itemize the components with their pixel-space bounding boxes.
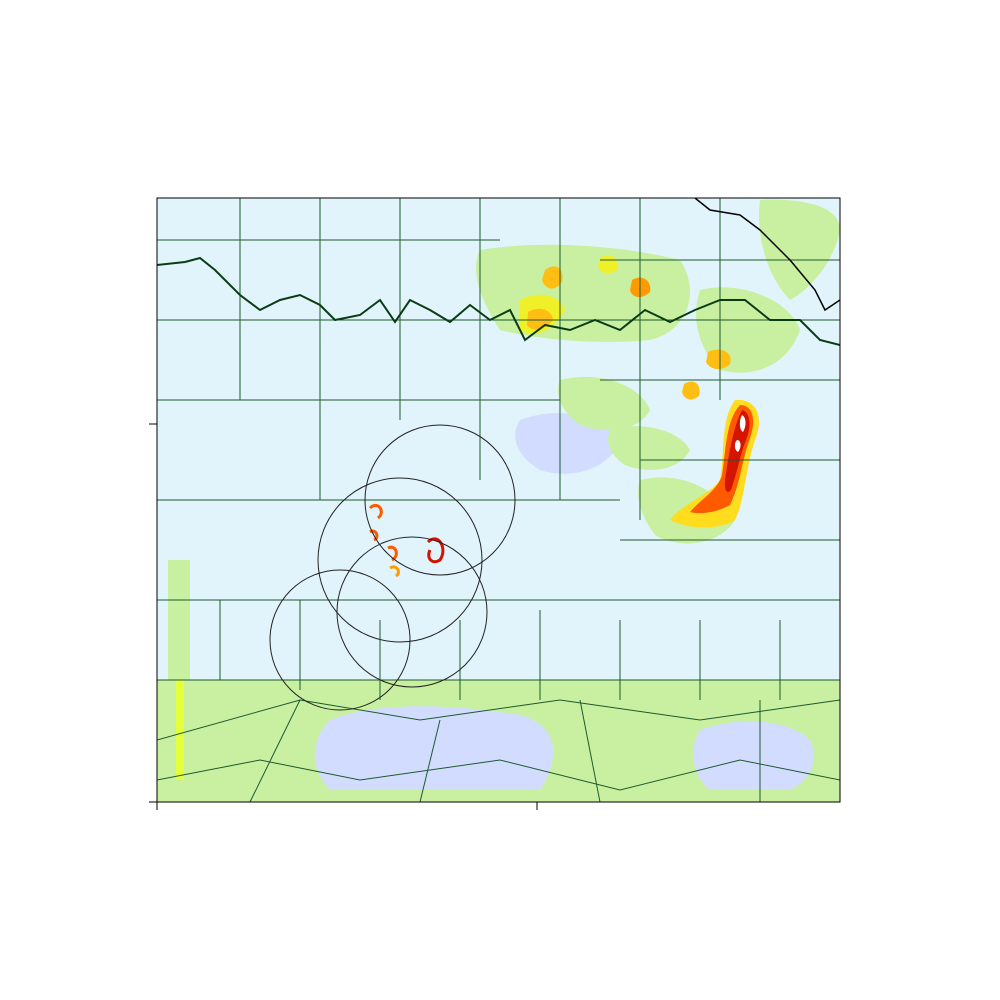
vorticity-lavender-patch: [693, 721, 813, 790]
convection-patch: [706, 350, 731, 369]
convection-patch: [598, 256, 618, 274]
vorticity-yellow-strip: [176, 680, 184, 780]
vorticity-lavender-patch: [315, 706, 553, 790]
convection-patch: [682, 382, 700, 400]
plot-area: [157, 198, 840, 802]
vorticity-green-patch: [476, 245, 690, 342]
